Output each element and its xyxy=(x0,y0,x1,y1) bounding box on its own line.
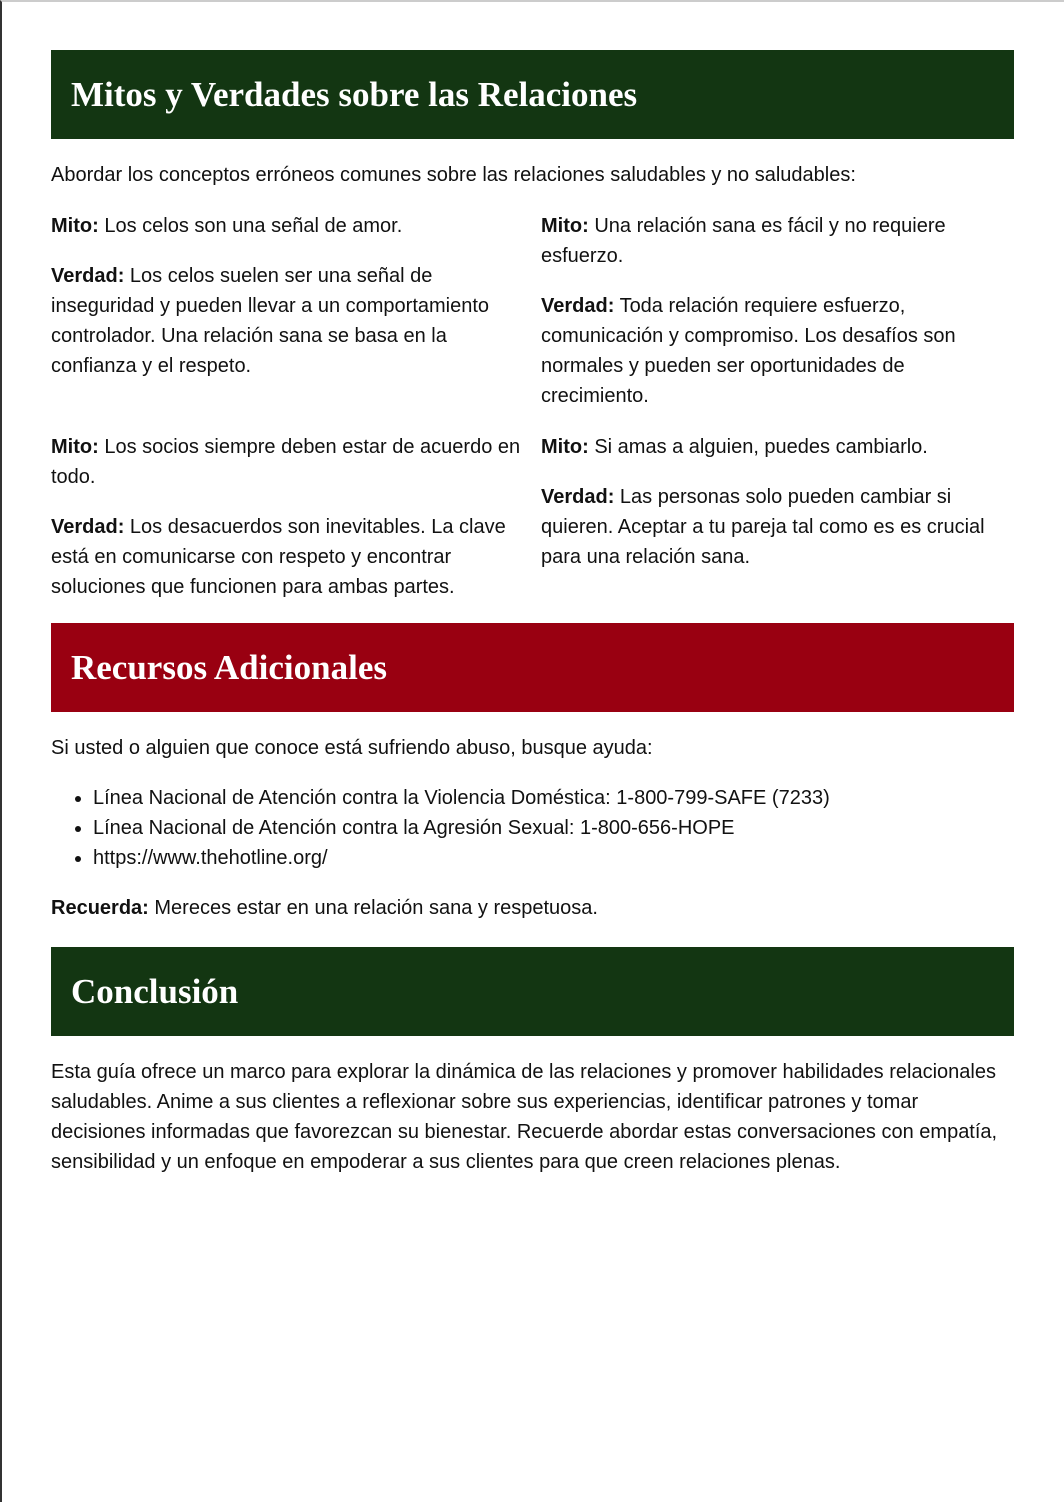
myth-label: Mito: xyxy=(541,215,589,237)
myth-text: Si amas a alguien, puedes cambiarlo. xyxy=(594,436,928,458)
myth-label: Mito: xyxy=(51,215,99,237)
myth-label: Mito: xyxy=(541,436,589,458)
myth-text: Una relación sana es fácil y no requiere esfuerzo. xyxy=(541,215,946,267)
resource-item: • Línea Nacional de Atención contra la Violencia Doméstica: 1-800-799-SAFE (7233) xyxy=(93,783,1014,813)
truth-text: Los celos suelen ser una señal de inseguridad y pueden llevar a un comportamiento controlador. Una relación sana se basa en la confianza y el respeto. xyxy=(51,265,490,377)
reminder-label: Recuerda: xyxy=(51,897,149,919)
myth-label: Mito: xyxy=(51,436,99,458)
section-header-resources xyxy=(51,623,1014,712)
section-title: Conclusión xyxy=(71,971,239,1011)
myth-text: Los celos son una señal de amor. xyxy=(104,215,403,237)
truth-label: Verdad: xyxy=(541,486,615,508)
resources-intro: Si usted o alguien que conoce está sufriendo abuso, busque ayuda: xyxy=(51,737,653,759)
truth-label: Verdad: xyxy=(541,295,615,317)
truth-text: Las personas solo pueden cambiar si quieren. Aceptar a tu pareja tal como es es crucial para una relación sana. xyxy=(541,486,985,568)
myth-text: Los socios siempre deben estar de acuerdo en todo. xyxy=(51,436,521,488)
resource-item: • Línea Nacional de Atención contra la Agresión Sexual: 1-800-656-HOPE xyxy=(93,813,1014,843)
reminder xyxy=(51,893,1014,923)
myth-card xyxy=(51,211,521,411)
truth-text: Los desacuerdos son inevitables. La clave está en comunicarse con respeto y encontrar soluciones que funcionen para ambas partes. xyxy=(51,516,506,598)
section-title: Recursos Adicionales xyxy=(71,647,387,687)
truth-label: Verdad: xyxy=(51,516,125,538)
intro-text: Abordar los conceptos erróneos comunes sobre las relaciones saludables y no saludables: xyxy=(51,164,856,186)
truth-text: Toda relación requiere esfuerzo, comunicación y compromiso. Los desafíos son normales y pueden ser oportunidades de crecimiento. xyxy=(541,295,956,407)
document xyxy=(51,50,1014,1177)
section-header-conclusion xyxy=(51,947,1014,1036)
resource-link[interactable]: • https://www.thehotline.org/ xyxy=(93,843,1014,873)
section-title: Mitos y Verdades sobre las Relaciones xyxy=(71,74,638,114)
myth-card xyxy=(51,432,521,602)
myth-card xyxy=(541,432,1014,602)
conclusion-text: Esta guía ofrece un marco para explorar la dinámica de las relaciones y promover habilidades relacionales saludables. Anime a sus clientes a reflexionar sobre sus experiencias, identificar patrones y tomar decisiones informadas que favorezcan su bienestar. Recuerde abordar estas conversaciones con empatía, sensibilidad y un enfoque en empoderar a sus clientes para que creen relaciones plenas. xyxy=(51,1061,998,1173)
resource-list xyxy=(51,783,1014,873)
myths-grid xyxy=(51,211,1014,602)
reminder-text: Mereces estar en una relación sana y respetuosa. xyxy=(154,897,598,919)
section-header-myths xyxy=(51,50,1014,139)
myth-card xyxy=(541,211,1014,411)
truth-label: Verdad: xyxy=(51,265,125,287)
